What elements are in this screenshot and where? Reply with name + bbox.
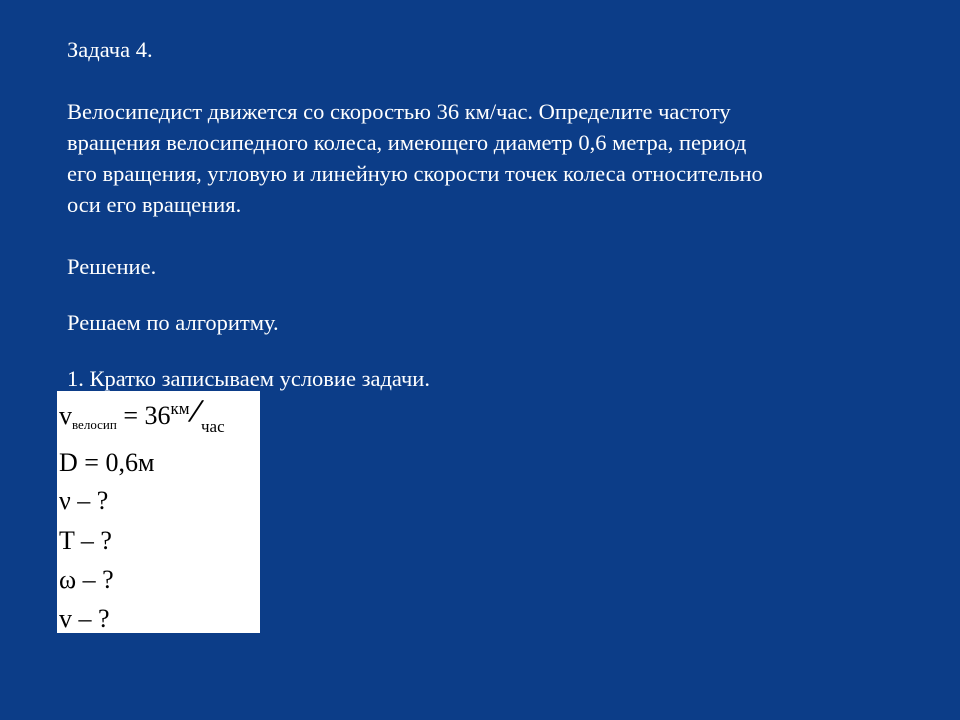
angular-velocity-unknown: ω – ?: [59, 565, 114, 594]
given-conditions-box: [57, 391, 260, 633]
problem-line-2: вращения велосипедного колеса, имеющего диаметр 0,6 метра, период: [67, 130, 747, 155]
velocity-unit-slash: /: [185, 392, 205, 431]
algorithm-line: Решаем по алгоритму.: [67, 310, 279, 335]
problem-line-4: оси его вращения.: [67, 192, 242, 217]
problem-line-1: Велосипедист движется со скоростью 36 км/час. Определите частоту: [67, 99, 731, 124]
velocity-symbol: v: [59, 401, 72, 430]
problem-line-3: его вращения, угловую и линейную скорости точек колеса относительно: [67, 161, 763, 186]
slide-text: [67, 34, 927, 394]
velocity-value: = 36: [116, 401, 171, 430]
task-title: Задача 4.: [67, 37, 153, 62]
velocity-unit-numerator: км: [170, 399, 190, 418]
solution-heading: Решение.: [67, 254, 157, 279]
velocity-unit-denominator: час: [200, 417, 225, 436]
velocity-subscript: велосип: [72, 417, 117, 432]
linear-velocity-unknown: v – ?: [59, 604, 110, 633]
velocity-given: [59, 392, 225, 436]
period-unknown: T – ?: [59, 526, 112, 555]
frequency-unknown: ν – ?: [59, 486, 109, 515]
step-1: 1. Кратко записываем условие задачи.: [67, 366, 430, 391]
diameter-given: D = 0,6м: [59, 448, 155, 477]
